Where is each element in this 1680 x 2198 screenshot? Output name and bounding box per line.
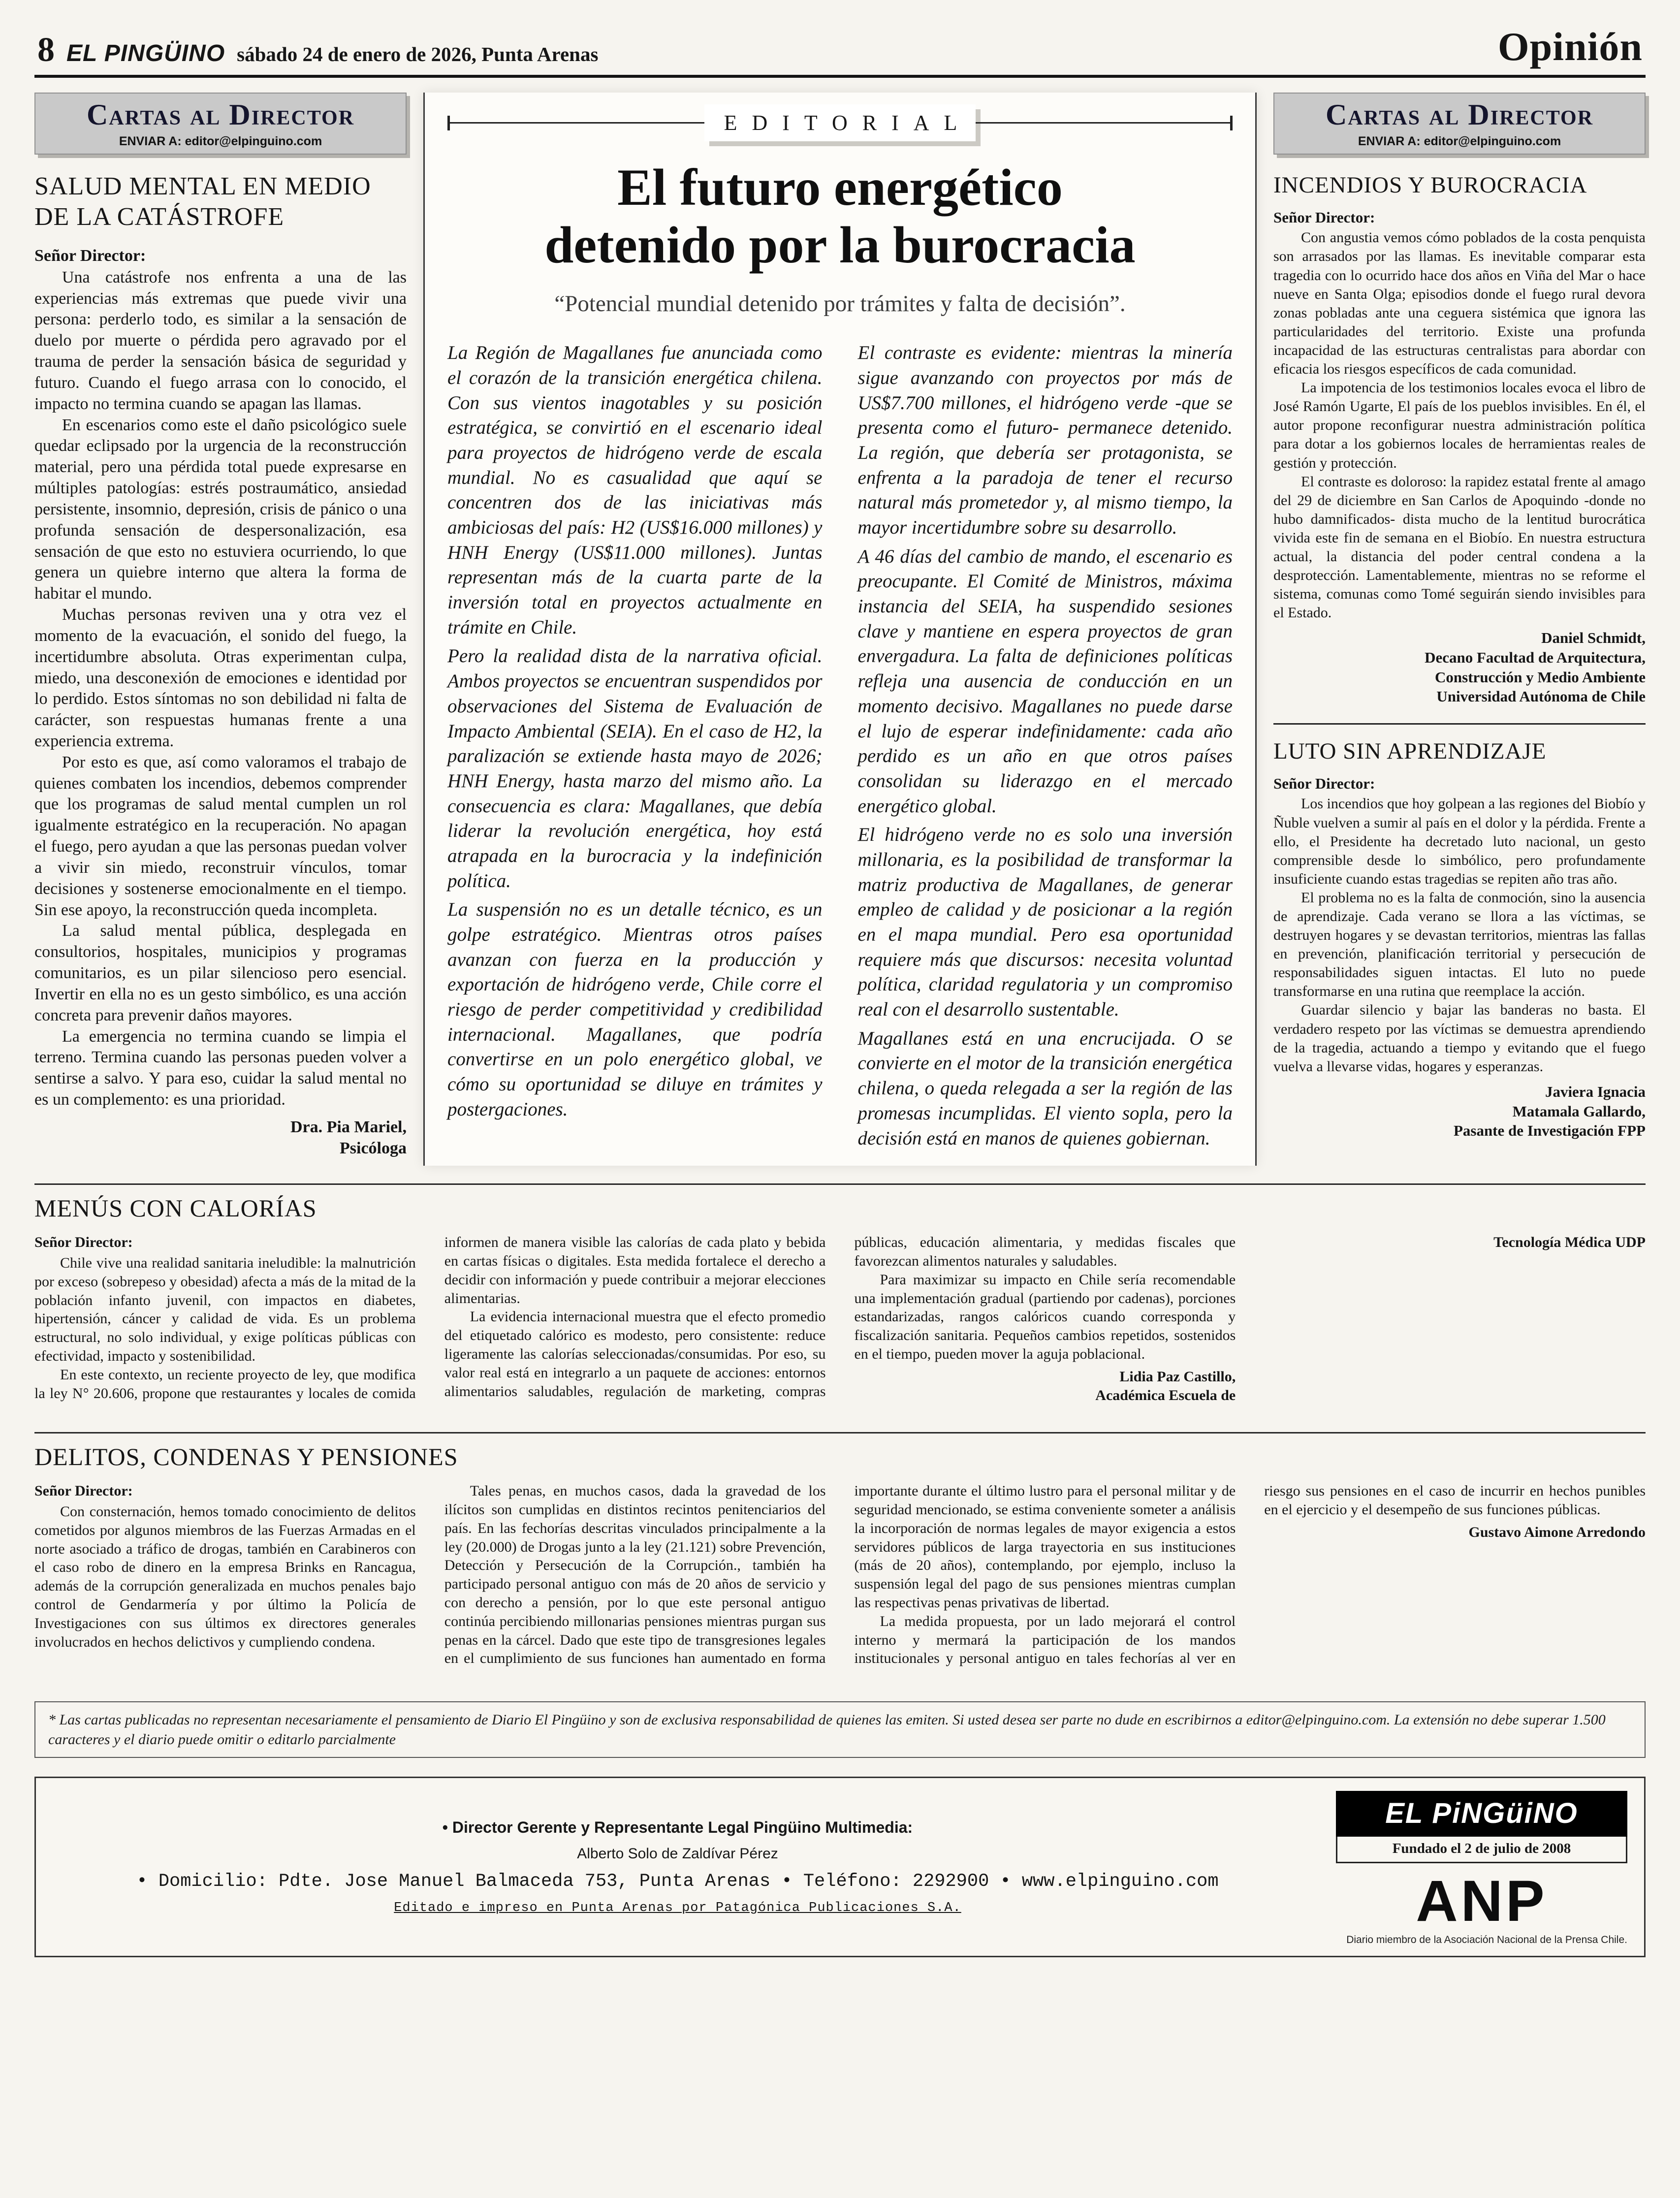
editorial-title-line1: El futuro energético — [617, 159, 1063, 216]
editorial-kicker: EDITORIAL — [704, 104, 976, 141]
signature-line: Javiera Ignacia — [1545, 1083, 1646, 1100]
signature-line: Tecnología Médica UDP — [1493, 1234, 1646, 1251]
paragraph: A 46 días del cambio de mando, el escenario es preocupante. El Comité de Ministros, máxima instancia del SEIA, ha suspendido sesiones clave y mantiene en espera proyectos de gran envergadura. La falta de definiciones políticas refleja una ausencia de conducción en un momento decisivo. Magallanes no puede darse el lujo de esperar indefinidamente: cada año perdido es un año en que otros países consolidan su liderazgo en el mercado energético global. — [857, 545, 1233, 817]
paragraph: Una catástrofe nos enfrenta a una de las experiencias más extremas que puede vivir una persona: perderlo todo, es similar a la sensación de duelo por muerte o pérdida pero agravado por el trauma de perder la sensación básica de seguridad y futuro. Cuando el fuego arrasa con lo conocido, el impacto no termina cuando se apagan las llamas. — [34, 268, 407, 413]
letter-incendios-burocracia — [1273, 171, 1646, 706]
kicker-rule-right — [976, 122, 1233, 124]
paragraph: El contraste es doloroso: la rapidez estatal frente al amago del 29 de diciembre en San Carlos de Apoquindo -donde no hubo damnificados- dista mucho de la lentitud burocrática vivida este fin de semana en el Biobío. En nuestra estructura actual, la distancia del poder central condena a la desprotección. Lamentablemente, mientras no se reforme el sistema, comunas como Tomé seguirán siendo invisibles para el Estado. — [1273, 473, 1646, 621]
signature-line: Dra. Pia Mariel, — [290, 1117, 407, 1136]
signature-line: Matamala Gallardo, — [1512, 1102, 1646, 1120]
header-rule — [34, 75, 1646, 78]
letter-luto-sin-aprendizaje — [1273, 737, 1646, 1141]
signature-line: Gustavo Aimone Arredondo — [1468, 1524, 1646, 1540]
paragraph: La impotencia de los testimonios locales evoca el libro de José Ramón Ugarte, El país de los pueblos invisibles. En él, el autor propone reconfigurar nuestra administración política para dotar a los gobiernos locales de herramientas reales de gestión y protección. — [1273, 380, 1646, 471]
paragraph: La emergencia no termina cuando se limpia el terreno. Termina cuando las personas pueden volver a sentirse a salvo. Y para eso, cuidar la salud mental no es un complemento: es una prioridad. — [34, 1027, 407, 1109]
paragraph: La evidencia internacional muestra que el efecto promedio del etiquetado calórico es modesto, pero consistente: reduce ligeramente las calorías seleccionadas/consumidas. Por eso, su valor real está en integrarlo a un paquete de acciones: entornos alimentarios saludables, regulación de marketing, compras públicas, educación alimentaria, y medidas fiscales que favorezcan alimentos naturales y saludables. — [444, 1234, 1236, 1400]
paragraph: La medida propuesta, por un lado mejorará el control interno y mermará la participación de los mandos institucionales y personal antiguo en tales fechorías al ver en riesgo sus pensiones en el caso de incurrir en hechos punibles en el ejercicio y el desempeño de sus funciones públicas. — [854, 1483, 1646, 1667]
dateline: sábado 24 de enero de 2026, Punta Arenas — [237, 43, 599, 65]
paragraph: Para maximizar su impacto en Chile sería recomendable una implementación gradual (partiendo por cadenas), porciones estandarizadas, rangos calóricos cuando corresponda y fiscalización sanitaria. Pequeños cambios repetidos, sostenidos en el tiempo, pueden mover la aguja poblacional. — [854, 1271, 1236, 1362]
signature-line: Construcción y Medio Ambiente — [1435, 668, 1646, 686]
paragraph: Magallanes está en una encrucijada. O se convierte en el motor de la transición energética chilena, o queda relegada a ser la región de las promesas incumplidas. El viento sopla, pero la decisión está en manos de quienes gobiernan. — [857, 1027, 1233, 1149]
section-letter-title: MENÚS CON CALORÍAS — [34, 1194, 317, 1222]
masthead-logos — [1319, 1778, 1644, 1955]
kicker-rule-left — [447, 122, 704, 124]
letter-paragraphs — [34, 1482, 1646, 1685]
section-letter-title: DELITOS, CONDENAS Y PENSIONES — [34, 1443, 458, 1471]
letter-body-columns — [34, 1233, 1646, 1414]
letter-salutation: Señor Director: — [34, 246, 146, 265]
paragraph: Tales penas, en muchos casos, dada la gravedad de los ilícitos son cumplidas en distintos recintos penitenciarios del país. En las fechorías descritas vinculados principalmente a la ley (20.000) de Drogas junto a la ley (21.121) sobre Prevención, Detección y Persecución de la Corrupción., también ha participado personal antiguo con más de 20 años de servicio y con derecho a pensión, por lo que este personal antiguo continúa percibiendo millonarias pensiones mientras purgan sus penas en la cárcel. Dado que este tipo de transgresiones legales en el cumplimiento de sus funciones han aumentado en forma importante durante el último lustro para el personal militar y de seguridad mencionado, se estima conveniente someter a análisis la incorporación de normas legales de mayor exigencia a estos servidores públicos de larga trayectoria en sus instituciones (más de 20 años), contemplando, por ejemplo, incluso la suspensión legal del pago de sus pensiones mientras cumplan las respectivas penas privativas de libertad. — [444, 1483, 1236, 1667]
disclaimer-text: * Las cartas publicadas no representan necesariamente el pensamiento de Diario El Pingüino y son de exclusiva responsabilidad de quienes las emiten. Si usted desea ser parte no dude en escribirnos a editor@elpinguino.com. La extensión no debe superar 1.500 caracteres y el diario puede omitir o editarlo parcialmente — [48, 1712, 1606, 1748]
masthead-info — [36, 1778, 1319, 1955]
paragraph: Por esto es que, así como valoramos el trabajo de quienes combaten los incendios, debemos comprender que los programas de salud mental cumplen un rol igualmente estratégico en la recuperación. No apagan el fuego, pero ayudan a que las personas puedan volver a vivir sin miedo, reconstruir vínculos, tomar decisiones y sostenerse emocionalmente en el tiempo. Sin ese apoyo, la reconstrucción queda incompleta. — [34, 753, 407, 919]
paragraph: La salud mental pública, desplegada en consultorios, hospitales, municipios y programas comunitarios, es un pilar silencioso pero esencial. Invertir en ella no es un gesto simbólico, es una acción concreta para prevenir daños mayores. — [34, 922, 407, 1024]
editorial-title — [447, 159, 1233, 274]
letter-salutation: Señor Director: — [34, 1483, 133, 1499]
cartas-title: Cartas al Director — [86, 98, 355, 131]
director-name: Alberto Solo de Zaldívar Pérez — [577, 1846, 778, 1862]
letter-title: INCENDIOS Y BUROCRACIA — [1273, 172, 1587, 198]
paragraph: Con consternación, hemos tomado conocimiento de delitos cometidos por algunos miembros de las Fuerzas Armadas en el norte asociado a tráfico de drogas, también en Carabineros con el caso robo de dinero en la empresa Brinks en Rancagua, además de la corrupción generalizada en muchos penales bajo control de Gendarmería y por último la Policía de Investigaciones con sus últimos ex directores generales involucrados en hechos delictivos y cumpliendo condena. — [34, 1503, 416, 1650]
cartas-al-director-header-left — [34, 93, 407, 155]
letter-signature — [1264, 1523, 1646, 1542]
paragraph: La suspensión no es un detalle técnico, es un golpe estratégico. Mientras otros países avanzan con fuerza en la producción y exportación de hidrógeno verde, Chile corre el riesgo de perder competitividad y credibilidad internacional. Magallanes, que podría convertirse en un polo energético global, ve cómo su oportunidad se diluye en trámites y postergaciones. — [447, 899, 823, 1120]
paragraph: Los incendios que hoy golpean a las regiones del Biobío y Ñuble vuelven a sumir al país en el dolor y la pérdida. Frente a ello, el Presidente ha decretado luto nacional, un gesto comprensible desde lo simbólico, pero profundamente insuficiente cuando estas tragedias se repiten año tras año. — [1273, 796, 1646, 887]
letter-salutation: Señor Director: — [1273, 775, 1375, 793]
signature-line: Pasante de Investigación FPP — [1453, 1122, 1646, 1140]
paragraph: Pero la realidad dista de la narrativa oficial. Ambos proyectos se encuentran suspendidos por observaciones del Sistema de Evaluación de Impacto Ambiental (SEIA). En el caso de H2, la paralización se extiende hasta mayo de 2026; HNH Energy, hasta marzo del mismo año. La consecuencia es clara: Magallanes, que debía liderar la revolución energética, hoy está atrapada en la burocracia y la indefinición política. — [447, 645, 823, 892]
editorial-title-line2: detenido por la burocracia — [544, 216, 1136, 274]
elpinguino-logo: EL PiNGüiNO — [1336, 1791, 1627, 1837]
letter-separator — [1273, 723, 1646, 725]
anp-logo: ANP — [1416, 1869, 1548, 1934]
signature-line: Académica Escuela de — [1095, 1387, 1236, 1404]
signature-line: Universidad Autónoma de Chile — [1436, 688, 1646, 705]
letter-body-columns — [34, 1482, 1646, 1685]
masthead-footer — [34, 1777, 1646, 1957]
left-letters-column — [34, 93, 423, 1166]
section-title: Opinión — [1497, 24, 1643, 69]
signature-line: Daniel Schmidt, — [1541, 629, 1646, 647]
letter-signature — [34, 1116, 407, 1159]
address-line: • Domicilio: Pdte. Jose Manuel Balmaceda 753, Punta Arenas • Teléfono: 2292900 • www.elpinguino.com — [136, 1871, 1219, 1892]
paragraph: El hidrógeno verde no es solo una inversión millonaria, es la posibilidad de transformar la matriz productiva de Magallanes, de generar empleo de calidad y de posicionar a la región en el mapa mundial. Pero esa oportunidad requiere más que discursos: necesita voluntad política, claridad regulatoria y un compromiso real con el desarrollo sustentable. — [857, 824, 1233, 1020]
masthead-left — [37, 31, 598, 70]
paragraph: Muchas personas reviven una y otra vez el momento de la evacuación, el sonido del fuego, la incertidumbre absoluta. Otras experimentan culpa, miedo, una desconexión de emociones e identidad por lo perdido. Estos síntomas no son debilidad ni falta de carácter, son respuestas humanas frente a una experiencia extrema. — [34, 605, 407, 750]
paragraph: En este contexto, un reciente proyecto de ley, que modifica la ley N° 20.606, propone que restaurantes y locales de comida informen de manera visible las calorías de cada plato y bebida en cartas físicas o digitales. Esta medida fortalece el derecho a decidir con información y puede contribuir a mejorar elecciones alimentarias. — [34, 1234, 826, 1402]
letter-body — [1273, 795, 1646, 1076]
page-number: 8 — [37, 31, 55, 69]
masthead-brand: EL PINGÜINO — [66, 40, 225, 66]
paragraph: El contraste es evidente: mientras la minería sigue avanzando con proyectos por más de US$7.700 millones, el hidrógeno verde -que se presenta como el futuro- permanece detenido. La región, que debería ser protagonista, se enfrenta a la paradoja de tener el recurso natural más prometedor y, al mismo tiempo, la mayor incertidumbre sobre su desarrollo. — [857, 342, 1233, 538]
signature-line: Psicóloga — [340, 1139, 407, 1158]
anp-caption: Diario miembro de la Asociación Nacional de la Prensa Chile. — [1346, 1934, 1627, 1946]
letter-body — [34, 267, 407, 1111]
founded-date: Fundado el 2 de julio de 2008 — [1336, 1837, 1627, 1863]
editorial-article — [423, 93, 1257, 1166]
letters-disclaimer — [34, 1701, 1646, 1758]
top-grid — [34, 93, 1646, 1166]
paragraph: Chile vive una realidad sanitaria ineludible: la malnutrición por exceso (sobrepeso y obesidad) afecta a más de la mitad de la población infanto juvenil, con impactos en diabetes, hipertensión, cáncer y calidad de vida. Es un problema estructural, no solo individual, y exige políticas públicas con efectividad, impacto y sostenibilidad. — [34, 1254, 416, 1364]
letter-salutation: Señor Director: — [1273, 209, 1375, 226]
editorial-subtitle: “Potencial mundial detenido por trámites y falta de decisión”. — [554, 291, 1126, 317]
cartas-title: Cartas al Director — [1325, 98, 1594, 131]
letter-body — [1273, 228, 1646, 622]
paragraph: La Región de Magallanes fue anunciada como el corazón de la transición energética chilena. Con sus vientos inagotables y su posición estratégica, se convirtió en el escenario ideal para proyectos de hidrógeno verde de escala mundial. No es casualidad que aquí se concentren dos de las iniciativas más ambiciosas del país: H2 (US$16.000 millones) y HNH Energy (US$11.000 millones). Juntas representan más de la cuarta parte de la inversión total en proyectos actualmente en trámite en Chile. — [447, 342, 823, 638]
cartas-send-address: ENVIAR A: editor@elpinguino.com — [119, 134, 322, 148]
paragraph: Con angustia vemos cómo poblados de la costa penquista son arrasados por las llamas. Es inevitable comparar esta tragedia con lo ocurrido hace dos años en Viña del Mar o hace nueve en Santa Olga; episodios donde el fuego rural devora zonas pobladas ante una ceguera sistémica que ignora las particularidades del territorio. Existe una profunda incapacidad de las estructuras centralistas para abordar con eficacia los riesgos específicos de cada comunidad. — [1273, 229, 1646, 378]
cartas-al-director-header-right — [1273, 93, 1646, 155]
editorial-kicker-row — [447, 104, 1233, 141]
letter-signature — [1273, 1082, 1646, 1141]
cartas-send-address: ENVIAR A: editor@elpinguino.com — [1358, 134, 1561, 148]
letter-menus-con-calorias — [34, 1183, 1646, 1414]
paragraph: El problema no es la falta de conmoción, sino la ausencia de aprendizaje. Cada verano se llora a las víctimas, se destruyen hogares y se devastan territorios, mientras las fallas en prevención, planificación territorial y persecución de responsabilidades siguen intactas. El luto no puede transformarse en una rutina que reemplace la acción. — [1273, 889, 1646, 1000]
letter-delitos-condenas-pensiones — [34, 1432, 1646, 1685]
signature-line: Lidia Paz Castillo, — [1119, 1368, 1236, 1385]
right-letters-column — [1257, 93, 1646, 1166]
letter-title: LUTO SIN APRENDIZAJE — [1273, 738, 1547, 765]
letter-salutation: Señor Director: — [34, 1234, 133, 1251]
paragraph: En escenarios como este el daño psicológico suele quedar eclipsado por la urgencia de la reconstrucción material, pero una pérdida total puede expresarse en múltiples patologías: estrés postraumático, ansiedad persistente, insomnio, depresión, crisis de pánico o una profunda sensación de despersonalización, esa sensación de que esto no estuviera ocurriendo, lo que genera un quiebre interno que altera la forma de habitar el mundo. — [34, 415, 407, 603]
paragraph: Guardar silencio y bajar las banderas no basta. El verdadero respeto por las víctimas se demuestra aprendiendo de la tragedia, actuando a tiempo y evitando que el fuego vuelva a llevarse vidas, hogares y esperanzas. — [1273, 1002, 1646, 1075]
editorial-body — [447, 341, 1233, 1151]
page-header — [34, 24, 1646, 75]
signature-line: Decano Facultad de Arquitectura, — [1425, 649, 1646, 667]
letter-title: SALUD MENTAL EN MEDIO DE LA CATÁSTROFE — [34, 172, 371, 231]
director-label: • Director Gerente y Representante Legal Pingüino Multimedia: — [442, 1818, 913, 1837]
printed-line: Editado e impreso en Punta Arenas por Patagónica Publicaciones S.A. — [394, 1901, 961, 1916]
letter-salud-mental — [34, 171, 407, 1159]
letter-signature — [1273, 628, 1646, 706]
